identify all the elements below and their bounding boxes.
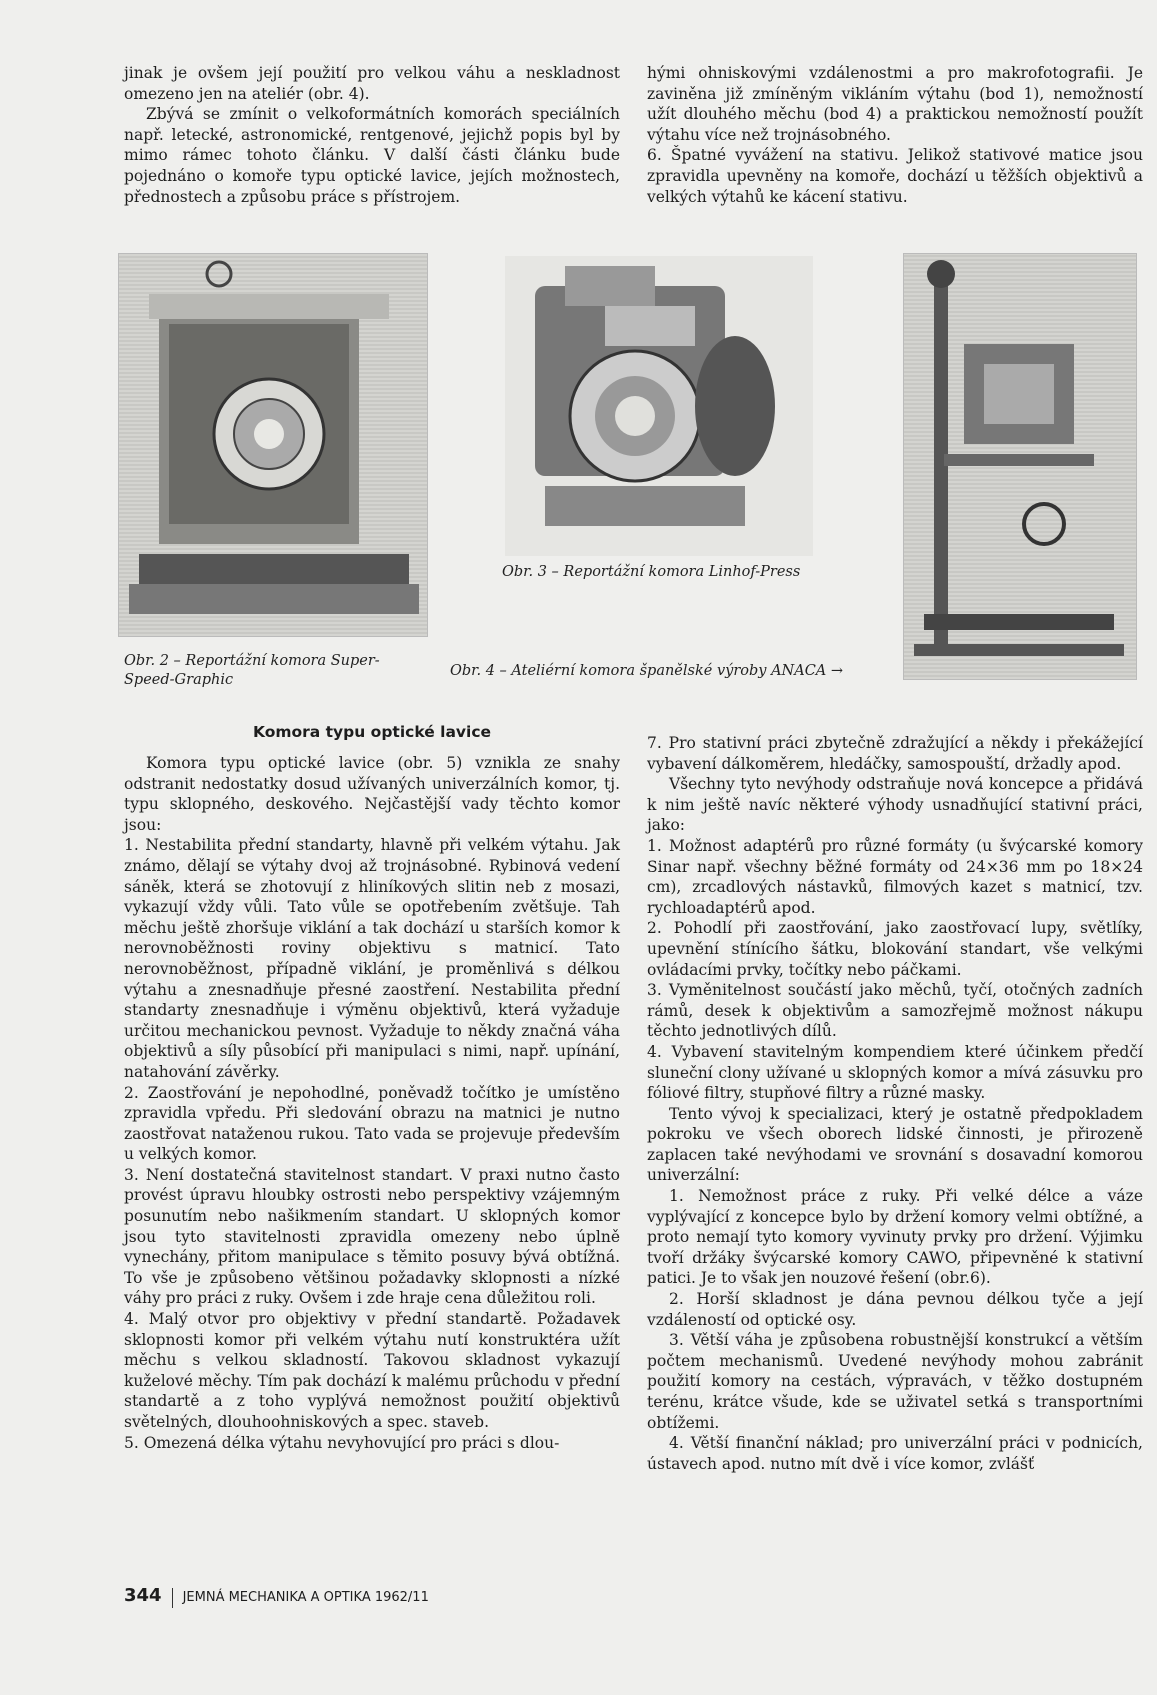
paragraph: hými ohniskovými vzdálenostmi a pro makrofotografii. Je zaviněna již zmíněným vikláním výtahu (bod 1), nemožností užít dlouhého měchu (bod 4) a praktickou nemožností použít výtahu více než trojnásobného.: [647, 64, 1143, 144]
paragraph: 7. Pro stativní práci zbytečně zdražující a někdy i překážející vybavení dálkoměrem, hledáčky, samospouští, držadly apod.: [647, 734, 1143, 773]
camera-illustration: [904, 254, 1136, 679]
caption-obr-3: Obr. 3 – Reportážní komora Linhof-Press: [502, 564, 801, 580]
paragraph: 5. Omezená délka výtahu nevyhovující pro práci s dlou-: [124, 1433, 560, 1452]
paragraph: 2. Zaostřování je nepohodlné, poněvadž točítko je umístěno zpravidla vpředu. Při sledování obrazu na matnici je nutno zaostřovat nataženou rukou. Tato vada se projevuje především u velkých komor.: [124, 1083, 620, 1164]
photo-anaca-studio-camera: [903, 253, 1137, 680]
paragraph: Komora typu optické lavice (obr. 5) vznikla ze snahy odstranit nedostatky dosud užívaných univerzálních komor, tj. typu sklopného, deskového. Nejčastější vady těchto komor jsou:: [124, 754, 620, 834]
paragraph: 4. Malý otvor pro objektivy v přední standartě. Požadavek sklopnosti komor při velkém výtahu nutí konstruktéra užít měchu s velkou skladností. Takovou skladnost vykazují kuželové měchy. Tím pak dochází k malému průchodu v přední standartě a z toho vyplývá nemožnost použití objektivů světelných, dlouhoohniskových a spec. staveb.: [124, 1310, 620, 1431]
caption-obr-2: Obr. 2 – Reportážní komora Super-Speed-Graphic: [124, 653, 380, 688]
paragraph: jinak je ovšem její použití pro velkou váhu a neskladnost omezeno jen na ateliér (obr. 4).: [124, 64, 620, 103]
paragraph: 4. Vybavení stavitelným kompendiem které účinkem předčí sluneční clony užívané u sklopných komor a mívá zásuvku pro fóliové filtry, stupňové filtry a různé masky.: [647, 1042, 1143, 1103]
paragraph: 1. Nestabilita přední standarty, hlavně při velkém výtahu. Jak známo, dělají se výtahy dvoj až trojnásobné. Rybinová vedení sáněk, která se zhotovují z hliníkových slitin neb z mosazi, vykazují vždy vůli. Tato vůle se opotřebením zvětšuje. Tah měchu ještě zhoršuje viklání a tak dochází u starších komor k nerovnoběžnosti roviny objektivu s matnicí. Tato nerovnoběžnost, případně viklání, je proměnlivá s délkou výtahu a znesnadňuje přesné zaostření. Nestabilita přední standarty znesnadňuje i výměnu objektivů, která vyžaduje určitou mechanickou pevnost. Vyžaduje to někdy značná váha objektivů a síly působící při manipulaci s nimi, např. upínání, natahování závěrky.: [124, 836, 620, 1081]
caption-obr-4: Obr. 4 – Ateliérní komora španělské výroby ANACA →: [450, 663, 844, 679]
paragraph: 2. Horší skladnost je dána pevnou délkou tyče a její vzdáleností od optické osy.: [647, 1290, 1143, 1329]
paragraph: 2. Pohodlí při zaostřování, jako zaostřovací lupy, světlíky, upevnění stínícího šátku, blokování standart, vše velkými ovládacími prvky, točítky nebo páčkami.: [647, 919, 1143, 979]
column-top-left: [124, 63, 620, 207]
footer-divider: [172, 1588, 173, 1608]
paragraph: Tento vývoj k specializaci, který je ostatně předpokladem pokroku ve všech oborech lidské činnosti, je přirozeně zaplacen také nevýhodami ve srovnání s dosavadní komorou univerzální:: [647, 1104, 1143, 1185]
paragraph: 3. Není dostatečná stavitelnost standart. V praxi nutno často provést úpravu hloubky ostrosti nebo perspektivy vzájemným posunutím nebo našikmením standart. U sklopných komor jsou tyto stavitelnosti zpravidla omezeny nebo úplně vynechány, přitom manipulace s těmito posuvy bývá obtížná. To vše je způsobeno většinou požadavky sklopnosti a nízké váhy pro práci z ruky. Ovšem i zde hraje cena důležitou roli.: [124, 1165, 620, 1308]
section-heading-wrap: [124, 722, 620, 751]
paragraph: 3. Vyměnitelnost součástí jako měchů, tyčí, otočných zadních rámů, desek k objektivům a samozřejmě možnost nákupu těchto jednotlivých dílů.: [647, 981, 1143, 1041]
page-number: 344: [124, 1585, 162, 1606]
camera-illustration: [119, 254, 427, 636]
camera-illustration: [505, 256, 813, 556]
paragraph: Zbývá se zmínit o velkoformátních komorách speciálních např. letecké, astronomické, rentgenové, jejichž popis byl by mimo rámec tohoto článku. V další části článku bude pojednáno o komoře typu optické lavice, jejích možnostech, přednostech a způsobu práce s přístrojem.: [124, 105, 620, 206]
paragraph: Všechny tyto nevýhody odstraňuje nová koncepce a přidává k nim ještě navíc některé výhody usnadňující stativní práci, jako:: [647, 775, 1143, 835]
column-top-right: [647, 63, 1143, 207]
photo-linhof-press: [505, 256, 813, 556]
paragraph: 1. Nemožnost práce z ruky. Při velké délce a váze vyplývající z koncepce bylo by držení komory velmi obtížné, a proto nemají tyto komory vyvinuty prvky pro držení. Výjimku tvoří držáky švýcarské komory CAWO, připevněné k stativní patici. Je to však jen nouzové řešení (obr.6).: [647, 1187, 1143, 1288]
column-bottom-right: [647, 733, 1143, 1474]
paragraph: 6. Špatné vyvážení na stativu. Jelikož stativové matice jsou zpravidla upevněny na komoře, dochází u těžších objektivů a velkých výtahů ke kácení stativu.: [647, 146, 1143, 206]
section-heading: Komora typu optické lavice: [252, 723, 492, 741]
paragraph: 4. Větší finanční náklad; pro univerzální práci v podnicích, ústavech apod. nutno mít dvě i více komor, zvlášť: [647, 1434, 1143, 1473]
page-footer: [124, 1585, 429, 1608]
column-bottom-left: [124, 753, 620, 1453]
paragraph: 1. Možnost adaptérů pro různé formáty (u švýcarské komory Sinar např. všechny běžné formáty od 24×36 mm po 18×24 cm), zrcadlových nástavků, filmových kazet s matnicí, tzv. rychloadaptérů apod.: [647, 836, 1143, 917]
paragraph: 3. Větší váha je způsobena robustnější konstrukcí a větším počtem mechanismů. Uvedené nevýhody mohou zabránit použití komory na cestách, výpravách, v těžko dostupném terénu, krátce všude, kde se uživatel setká s transportními obtížemi.: [647, 1331, 1143, 1432]
photo-super-speed-graphic: [118, 253, 428, 637]
journal-title: JEMNÁ MECHANIKA A OPTIKA 1962/11: [182, 1590, 429, 1605]
